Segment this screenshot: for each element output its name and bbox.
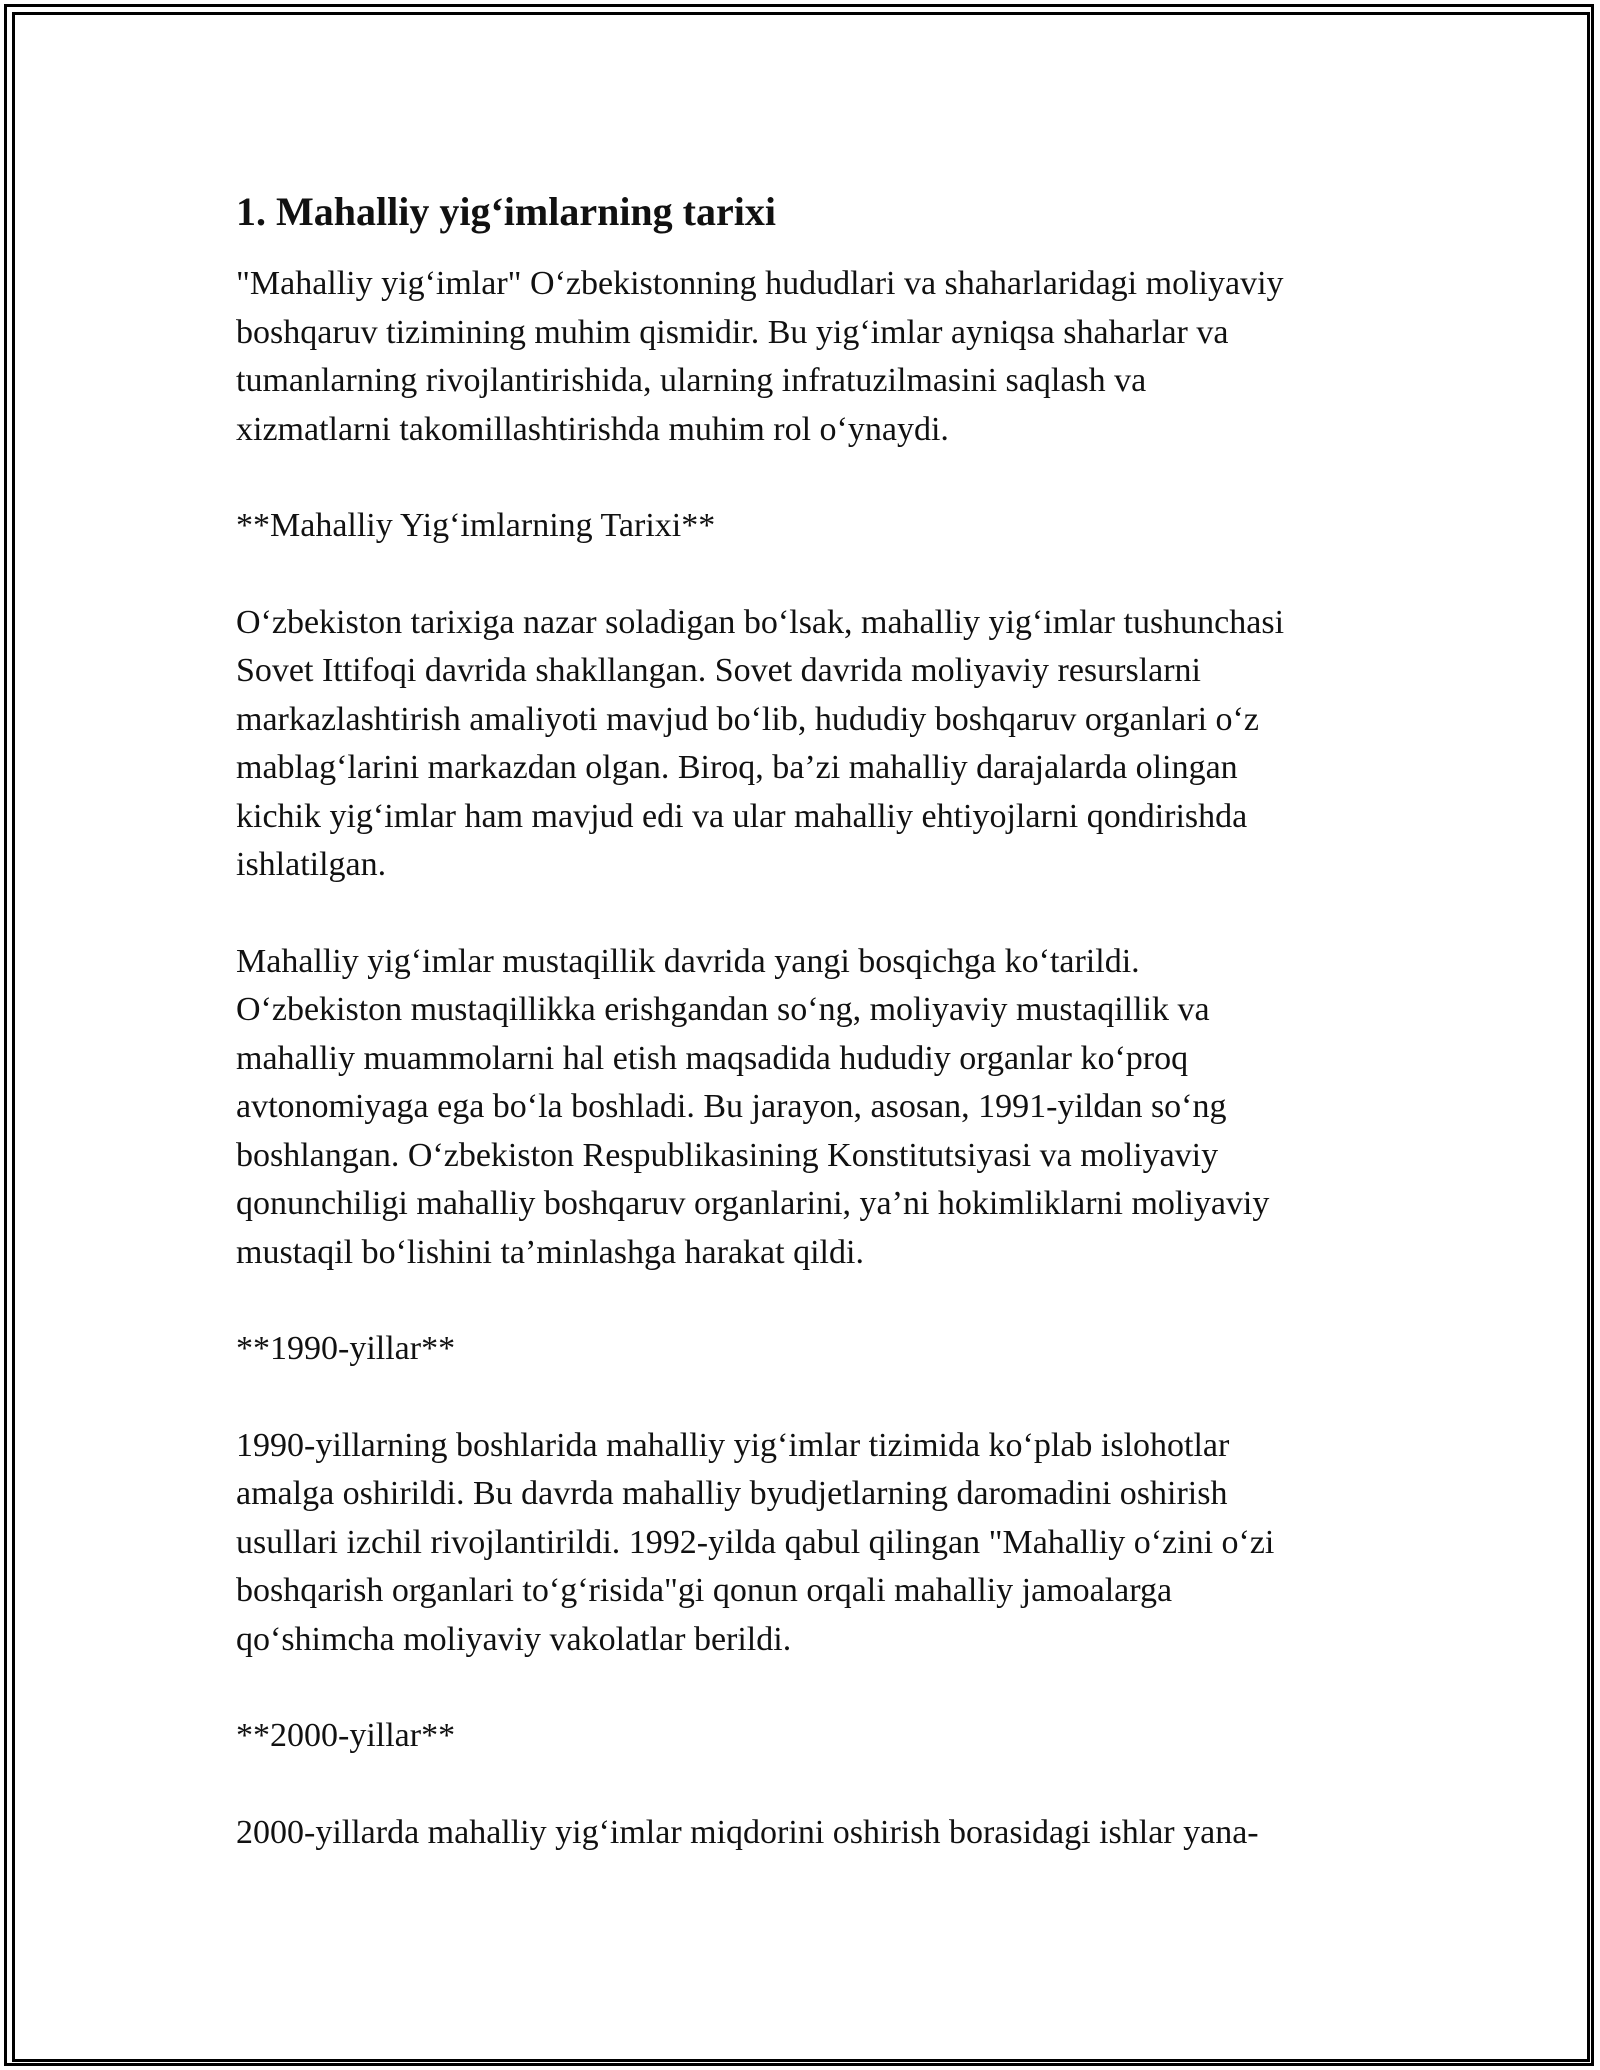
text-line: amalga oshirildi. Bu davrda mahalliy byudjetlarning daromadini oshirish xyxy=(236,1475,1228,1512)
text-line: mablag‘larini markazdan olgan. Biroq, ba’zi mahalliy darajalarda olingan xyxy=(236,749,1238,786)
text-line: qonunchiligi mahalliy boshqaruv organlarini, ya’ni hokimliklarni moliyaviy xyxy=(236,1185,1270,1222)
paragraph xyxy=(236,599,1406,890)
text-line: usullari izchil rivojlantirildi. 1992-yilda qabul qilingan "Mahalliy o‘zini o‘zi xyxy=(236,1523,1275,1561)
text-line: "Mahalliy yig‘imlar" O‘zbekistonning hududlari va shaharlaridagi moliyaviy xyxy=(236,265,1284,302)
document-page xyxy=(236,186,1406,1905)
text-line: ishlatilgan. xyxy=(236,846,387,883)
text-line: mahalliy muammolarni hal etish maqsadida hududiy organlar ko‘proq xyxy=(236,1039,1189,1077)
text-line: Sovet Ittifoqi davrida shakllangan. Sovet davrida moliyaviy resurslarni xyxy=(236,652,1201,689)
text-line: boshqaruv tizimining muhim qismidir. Bu yig‘imlar ayniqsa shaharlar va xyxy=(236,313,1229,351)
text-line: boshlangan. O‘zbekiston Respublikasining Konstitutsiyasi va moliyaviy xyxy=(236,1136,1219,1174)
paragraph xyxy=(236,1809,1406,1858)
text-line: Mahalliy yig‘imlar mustaqillik davrida yangi bosqichga ko‘tarildi. xyxy=(236,942,1140,980)
paragraph xyxy=(236,1422,1406,1665)
text-line: boshqarish organlari to‘g‘risida"gi qonun orqali mahalliy jamoalarga xyxy=(236,1572,1173,1609)
document-body xyxy=(236,260,1406,1857)
text-line: **1990-yillar** xyxy=(236,1330,456,1367)
text-line: markazlashtirish amaliyoti mavjud bo‘lib, hududiy boshqaruv organlari o‘z xyxy=(236,700,1259,738)
text-line: mustaqil bo‘lishini ta’minlashga harakat qildi. xyxy=(236,1233,864,1271)
text-line: O‘zbekiston mustaqillikka erishgandan so‘ng, moliyaviy mustaqillik va xyxy=(236,991,1210,1028)
text-line: xizmatlarni takomillashtirishda muhim rol o‘ynaydi. xyxy=(236,410,949,448)
text-line: qo‘shimcha moliyaviy vakolatlar berildi. xyxy=(236,1620,792,1658)
text-line: O‘zbekiston tarixiga nazar soladigan bo‘lsak, mahalliy yig‘imlar tushunchasi xyxy=(236,603,1285,641)
paragraph xyxy=(236,502,1406,551)
text-line: **2000-yillar** xyxy=(236,1717,456,1754)
text-line: tumanlarning rivojlantirishida, ularning infratuzilmasini saqlash va xyxy=(236,362,1147,399)
text-line: **Mahalliy Yig‘imlarning Tarixi** xyxy=(236,507,716,544)
text-line: avtonomiyaga ega bo‘la boshladi. Bu jarayon, asosan, 1991-yildan so‘ng xyxy=(236,1088,1227,1125)
paragraph xyxy=(236,1712,1406,1761)
paragraph xyxy=(236,260,1406,454)
text-line: 1990-yillarning boshlarida mahalliy yig‘imlar tizimida ko‘plab islohotlar xyxy=(236,1426,1230,1464)
text-line: 2000-yillarda mahalliy yig‘imlar miqdorini oshirish borasidagi ishlar yana- xyxy=(236,1813,1259,1851)
text-line: kichik yig‘imlar ham mavjud edi va ular mahalliy ehtiyojlarni qondirishda xyxy=(236,797,1248,835)
paragraph xyxy=(236,938,1406,1278)
paragraph xyxy=(236,1325,1406,1374)
section-heading: 1. Mahalliy yig‘imlarning tarixi xyxy=(236,189,776,234)
